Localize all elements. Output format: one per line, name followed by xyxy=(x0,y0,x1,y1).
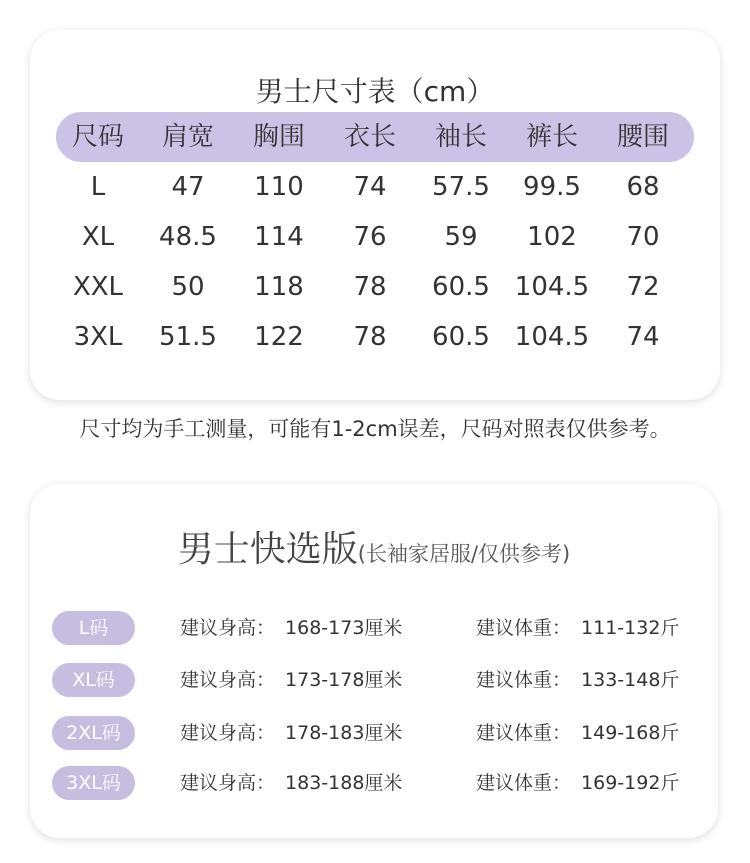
size-badge: XL码 xyxy=(52,663,135,697)
weight-value: 133-148斤 xyxy=(581,669,680,691)
table-cell: 47 xyxy=(171,172,205,202)
table-cell: 51.5 xyxy=(159,322,217,352)
height-label: 建议身高： xyxy=(180,669,276,691)
weight-recommendation xyxy=(476,663,679,697)
measurement-note: 尺寸均为手工测量，可能有1-2cm误差，尺码对照表仅供参考。 xyxy=(79,417,671,441)
height-label: 建议身高： xyxy=(180,772,276,794)
height-value: 178-183厘米 xyxy=(285,722,403,744)
weight-label: 建议体重： xyxy=(476,722,572,744)
size-badge: 3XL码 xyxy=(52,766,135,800)
height-value: 168-173厘米 xyxy=(285,617,403,639)
table-cell: 72 xyxy=(626,272,660,302)
table-cell: 60.5 xyxy=(432,322,490,352)
table-cell: 110 xyxy=(254,172,304,202)
height-label: 建议身高： xyxy=(180,722,276,744)
weight-recommendation xyxy=(476,716,679,750)
height-recommendation xyxy=(180,716,402,750)
weight-label: 建议体重： xyxy=(476,617,572,639)
table-cell: 68 xyxy=(626,172,660,202)
header-pants: 裤长 xyxy=(525,122,578,152)
size-chart-title: 男士尺寸表（cm） xyxy=(255,75,495,108)
weight-value: 169-192斤 xyxy=(581,772,680,794)
quick-select-card xyxy=(30,484,718,838)
height-recommendation xyxy=(180,611,402,645)
table-cell: 74 xyxy=(626,322,660,352)
header-chest: 胸围 xyxy=(252,122,305,152)
header-sleeve: 袖长 xyxy=(434,122,487,152)
table-cell: 74 xyxy=(353,172,387,202)
height-value: 183-188厘米 xyxy=(285,772,403,794)
weight-recommendation xyxy=(476,611,679,645)
table-cell: 102 xyxy=(527,222,577,252)
weight-value: 111-132斤 xyxy=(581,617,680,639)
height-recommendation xyxy=(180,663,402,697)
height-recommendation xyxy=(180,766,402,800)
weight-label: 建议体重： xyxy=(476,772,572,794)
list-item xyxy=(30,663,718,697)
table-cell: 104.5 xyxy=(514,322,590,352)
table-row xyxy=(56,312,694,362)
list-item xyxy=(30,766,718,800)
header-waist: 腰围 xyxy=(616,122,669,152)
table-cell: 104.5 xyxy=(514,272,590,302)
weight-value: 149-168斤 xyxy=(581,722,680,744)
table-row xyxy=(56,212,694,262)
weight-recommendation xyxy=(476,766,679,800)
quick-select-title xyxy=(30,528,718,578)
weight-label: 建议体重： xyxy=(476,669,572,691)
table-row xyxy=(56,162,694,212)
height-value: 173-178厘米 xyxy=(285,669,403,691)
table-cell: 3XL xyxy=(73,322,123,352)
table-cell: XL xyxy=(81,222,115,252)
table-cell: 78 xyxy=(353,272,387,302)
size-badge: L码 xyxy=(52,611,135,645)
header-size: 尺码 xyxy=(71,122,124,152)
table-cell: 76 xyxy=(353,222,387,252)
header-shoulder: 肩宽 xyxy=(161,122,214,152)
quick-select-title-sub: (长袖家居服/仅供参考) xyxy=(357,542,571,566)
list-item xyxy=(30,716,718,750)
table-cell: 57.5 xyxy=(432,172,490,202)
header-length: 衣长 xyxy=(343,122,396,152)
size-chart-header xyxy=(56,112,694,162)
table-cell: 70 xyxy=(626,222,660,252)
table-cell: 78 xyxy=(353,322,387,352)
table-cell: 59 xyxy=(444,222,478,252)
height-label: 建议身高： xyxy=(180,617,276,639)
table-cell: 48.5 xyxy=(159,222,217,252)
table-cell: XXL xyxy=(72,272,124,302)
table-row xyxy=(56,262,694,312)
table-cell: L xyxy=(90,172,106,202)
table-cell: 50 xyxy=(171,272,205,302)
table-cell: 99.5 xyxy=(523,172,581,202)
size-chart-card xyxy=(30,30,720,400)
table-cell: 122 xyxy=(254,322,304,352)
list-item xyxy=(30,611,718,645)
table-cell: 60.5 xyxy=(432,272,490,302)
table-cell: 114 xyxy=(254,222,304,252)
table-cell: 118 xyxy=(254,272,304,302)
quick-select-title-main: 男士快选版 xyxy=(177,529,358,570)
size-badge: 2XL码 xyxy=(52,716,135,750)
